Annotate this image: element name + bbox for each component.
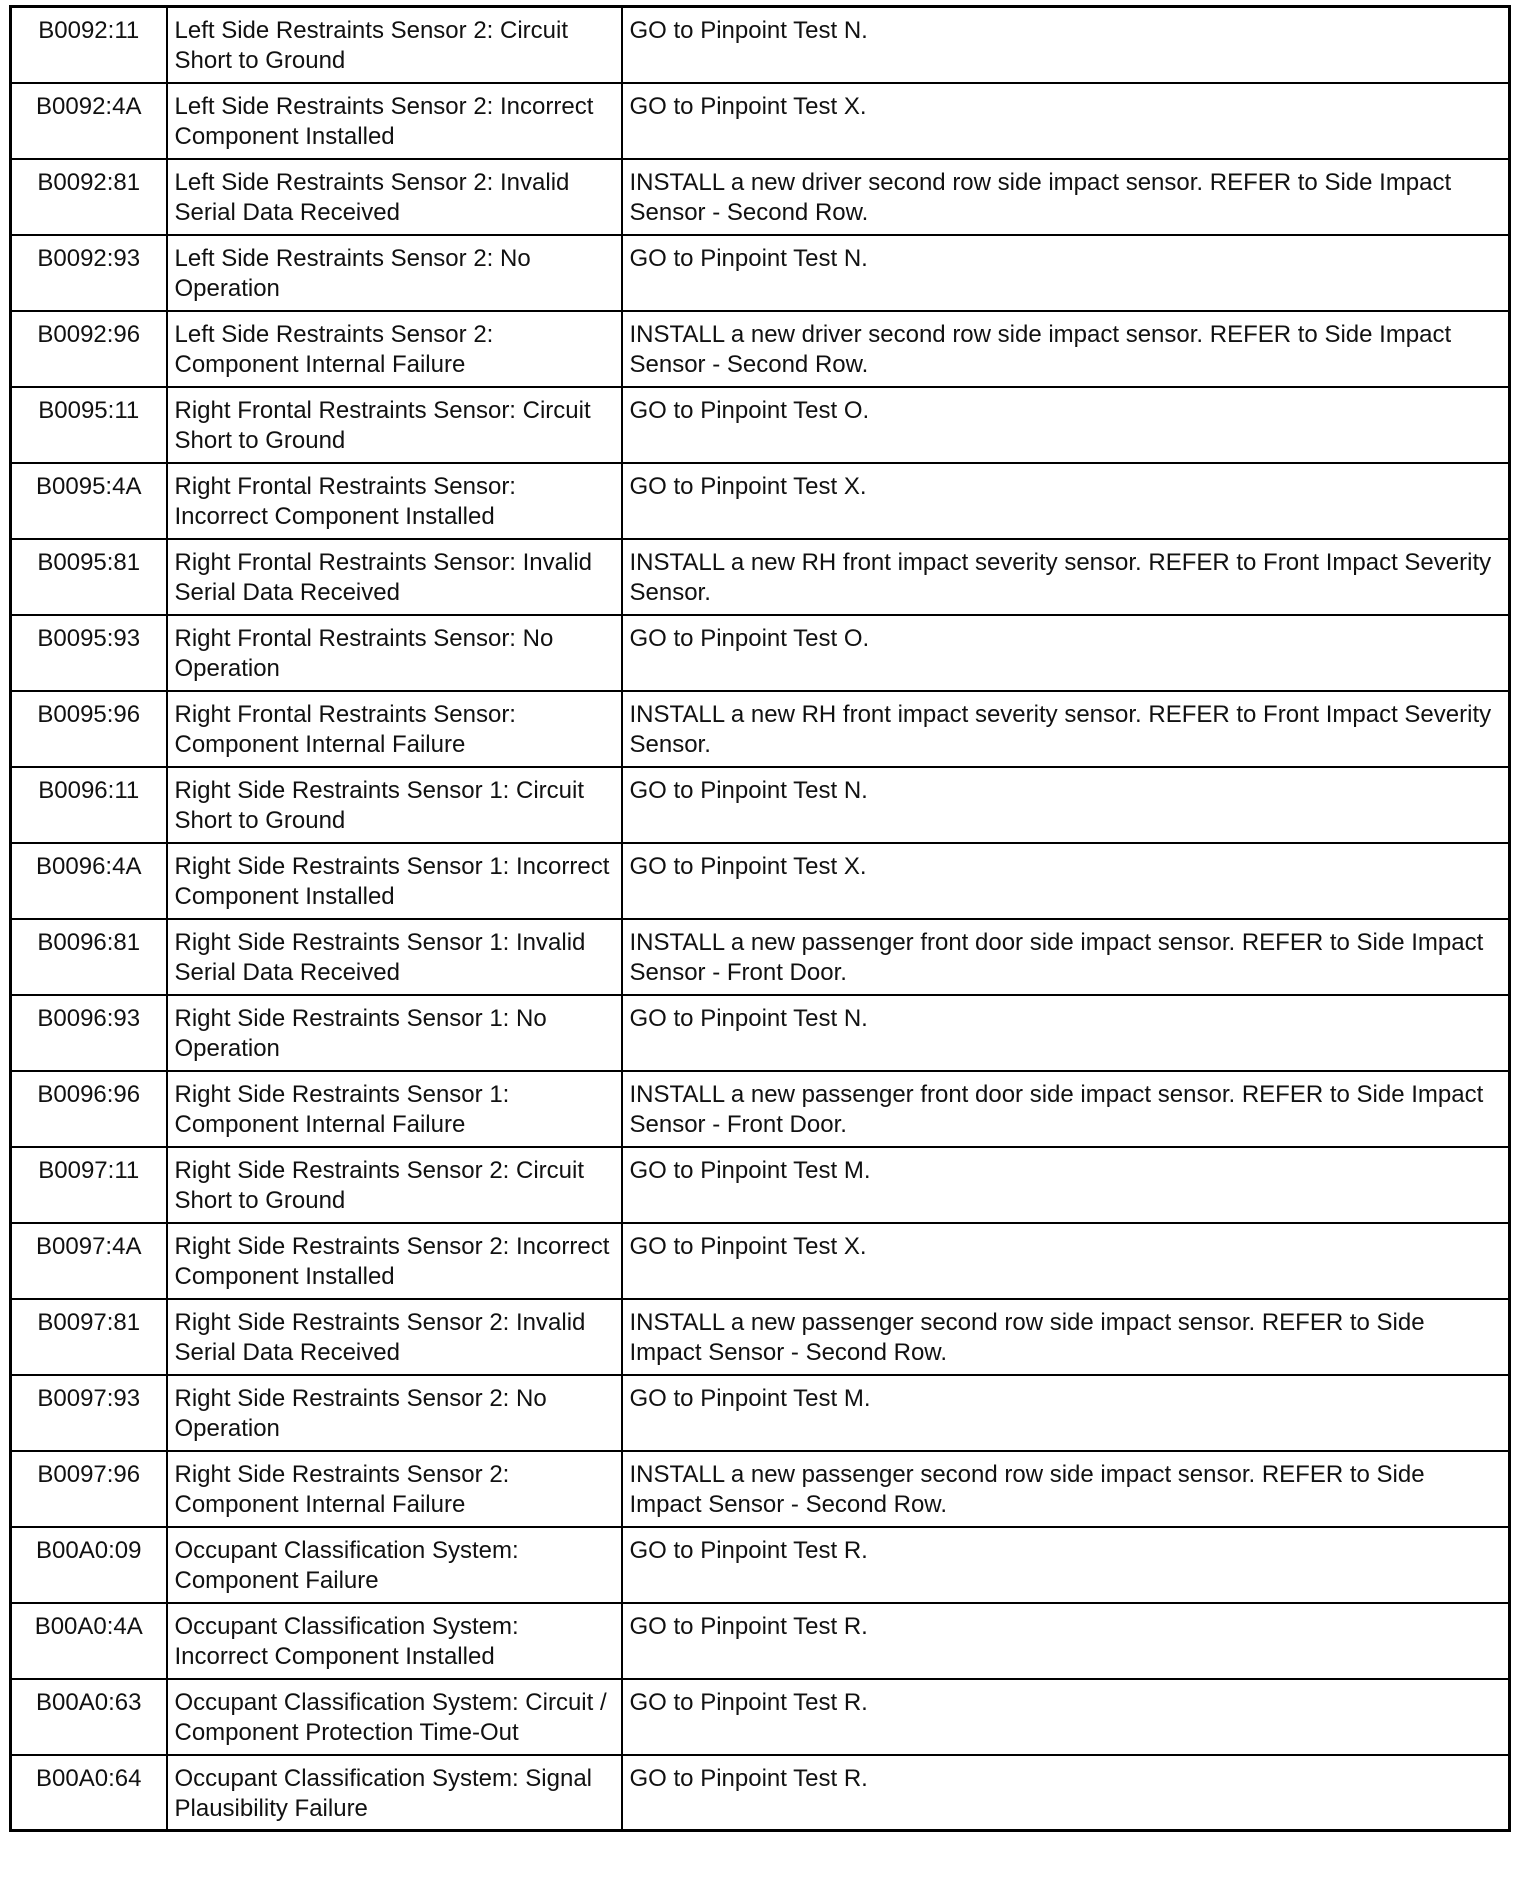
dtc-action: INSTALL a new passenger front door side impact sensor. REFER to Side Impact Sensor - Front Door. (622, 919, 1510, 995)
table-row (11, 1451, 1510, 1527)
table-row (11, 83, 1510, 159)
dtc-description: Right Frontal Restraints Sensor: Circuit Short to Ground (167, 387, 622, 463)
dtc-code: B0095:4A (11, 463, 167, 539)
dtc-action: INSTALL a new passenger second row side impact sensor. REFER to Side Impact Sensor - Second Row. (622, 1299, 1510, 1375)
dtc-code: B00A0:09 (11, 1527, 167, 1603)
dtc-code: B00A0:63 (11, 1679, 167, 1755)
dtc-description: Right Frontal Restraints Sensor: Invalid Serial Data Received (167, 539, 622, 615)
dtc-action: GO to Pinpoint Test R. (622, 1679, 1510, 1755)
dtc-action: GO to Pinpoint Test R. (622, 1603, 1510, 1679)
dtc-description: Occupant Classification System: Circuit / Component Protection Time-Out (167, 1679, 622, 1755)
table-row (11, 7, 1510, 83)
dtc-description: Right Side Restraints Sensor 2: Invalid Serial Data Received (167, 1299, 622, 1375)
table-row (11, 1299, 1510, 1375)
dtc-code: B0097:93 (11, 1375, 167, 1451)
dtc-action: INSTALL a new passenger front door side impact sensor. REFER to Side Impact Sensor - Front Door. (622, 1071, 1510, 1147)
dtc-action: GO to Pinpoint Test X. (622, 1223, 1510, 1299)
table-row (11, 691, 1510, 767)
dtc-code: B0097:4A (11, 1223, 167, 1299)
dtc-action: GO to Pinpoint Test N. (622, 995, 1510, 1071)
dtc-description: Right Frontal Restraints Sensor: Component Internal Failure (167, 691, 622, 767)
dtc-description: Right Side Restraints Sensor 2: Incorrect Component Installed (167, 1223, 622, 1299)
dtc-code: B0097:81 (11, 1299, 167, 1375)
dtc-action: GO to Pinpoint Test R. (622, 1527, 1510, 1603)
dtc-code: B00A0:64 (11, 1755, 167, 1831)
table-row (11, 1755, 1510, 1831)
dtc-code: B0097:96 (11, 1451, 167, 1527)
dtc-description: Occupant Classification System: Signal Plausibility Failure (167, 1755, 622, 1831)
dtc-action: GO to Pinpoint Test X. (622, 83, 1510, 159)
dtc-table (9, 5, 1511, 1832)
table-row (11, 1527, 1510, 1603)
dtc-action: GO to Pinpoint Test M. (622, 1147, 1510, 1223)
dtc-description: Right Side Restraints Sensor 1: No Operation (167, 995, 622, 1071)
table-row (11, 1147, 1510, 1223)
dtc-description: Occupant Classification System: Incorrect Component Installed (167, 1603, 622, 1679)
dtc-code: B0097:11 (11, 1147, 167, 1223)
dtc-table-body (11, 7, 1510, 1831)
table-row (11, 159, 1510, 235)
dtc-action: GO to Pinpoint Test O. (622, 615, 1510, 691)
dtc-code: B0092:96 (11, 311, 167, 387)
table-row (11, 311, 1510, 387)
dtc-action: GO to Pinpoint Test M. (622, 1375, 1510, 1451)
dtc-code: B0092:93 (11, 235, 167, 311)
dtc-code: B0096:11 (11, 767, 167, 843)
table-row (11, 767, 1510, 843)
dtc-description: Left Side Restraints Sensor 2: No Operation (167, 235, 622, 311)
table-row (11, 615, 1510, 691)
table-row (11, 1071, 1510, 1147)
dtc-code: B0092:11 (11, 7, 167, 83)
dtc-description: Left Side Restraints Sensor 2: Invalid Serial Data Received (167, 159, 622, 235)
table-row (11, 1603, 1510, 1679)
dtc-action: INSTALL a new driver second row side impact sensor. REFER to Side Impact Sensor - Second Row. (622, 159, 1510, 235)
dtc-description: Right Frontal Restraints Sensor: Incorrect Component Installed (167, 463, 622, 539)
dtc-code: B0096:4A (11, 843, 167, 919)
dtc-code: B00A0:4A (11, 1603, 167, 1679)
table-row (11, 843, 1510, 919)
dtc-action: GO to Pinpoint Test N. (622, 235, 1510, 311)
dtc-description: Right Side Restraints Sensor 2: No Operation (167, 1375, 622, 1451)
dtc-action: INSTALL a new passenger second row side impact sensor. REFER to Side Impact Sensor - Second Row. (622, 1451, 1510, 1527)
dtc-code: B0096:93 (11, 995, 167, 1071)
dtc-description: Right Side Restraints Sensor 1: Invalid Serial Data Received (167, 919, 622, 995)
dtc-action: GO to Pinpoint Test N. (622, 767, 1510, 843)
dtc-code: B0092:4A (11, 83, 167, 159)
dtc-description: Right Side Restraints Sensor 1: Incorrect Component Installed (167, 843, 622, 919)
table-row (11, 1223, 1510, 1299)
dtc-code: B0095:93 (11, 615, 167, 691)
dtc-description: Left Side Restraints Sensor 2: Circuit Short to Ground (167, 7, 622, 83)
dtc-description: Left Side Restraints Sensor 2: Incorrect Component Installed (167, 83, 622, 159)
dtc-action: INSTALL a new RH front impact severity sensor. REFER to Front Impact Severity Sensor. (622, 691, 1510, 767)
dtc-description: Right Side Restraints Sensor 2: Component Internal Failure (167, 1451, 622, 1527)
dtc-description: Right Side Restraints Sensor 2: Circuit Short to Ground (167, 1147, 622, 1223)
dtc-description: Left Side Restraints Sensor 2: Component Internal Failure (167, 311, 622, 387)
dtc-description: Occupant Classification System: Component Failure (167, 1527, 622, 1603)
table-row (11, 235, 1510, 311)
dtc-action: GO to Pinpoint Test X. (622, 463, 1510, 539)
dtc-description: Right Side Restraints Sensor 1: Circuit Short to Ground (167, 767, 622, 843)
dtc-code: B0096:81 (11, 919, 167, 995)
table-row (11, 1679, 1510, 1755)
dtc-description: Right Side Restraints Sensor 1: Component Internal Failure (167, 1071, 622, 1147)
table-row (11, 463, 1510, 539)
dtc-code: B0096:96 (11, 1071, 167, 1147)
table-row (11, 919, 1510, 995)
table-row (11, 995, 1510, 1071)
dtc-code: B0095:11 (11, 387, 167, 463)
table-row (11, 1375, 1510, 1451)
dtc-description: Right Frontal Restraints Sensor: No Operation (167, 615, 622, 691)
dtc-action: GO to Pinpoint Test N. (622, 7, 1510, 83)
dtc-code: B0092:81 (11, 159, 167, 235)
dtc-code: B0095:96 (11, 691, 167, 767)
dtc-code: B0095:81 (11, 539, 167, 615)
table-row (11, 539, 1510, 615)
dtc-action: GO to Pinpoint Test R. (622, 1755, 1510, 1831)
dtc-action: GO to Pinpoint Test O. (622, 387, 1510, 463)
dtc-action: GO to Pinpoint Test X. (622, 843, 1510, 919)
dtc-action: INSTALL a new driver second row side impact sensor. REFER to Side Impact Sensor - Second Row. (622, 311, 1510, 387)
table-row (11, 387, 1510, 463)
dtc-action: INSTALL a new RH front impact severity sensor. REFER to Front Impact Severity Sensor. (622, 539, 1510, 615)
